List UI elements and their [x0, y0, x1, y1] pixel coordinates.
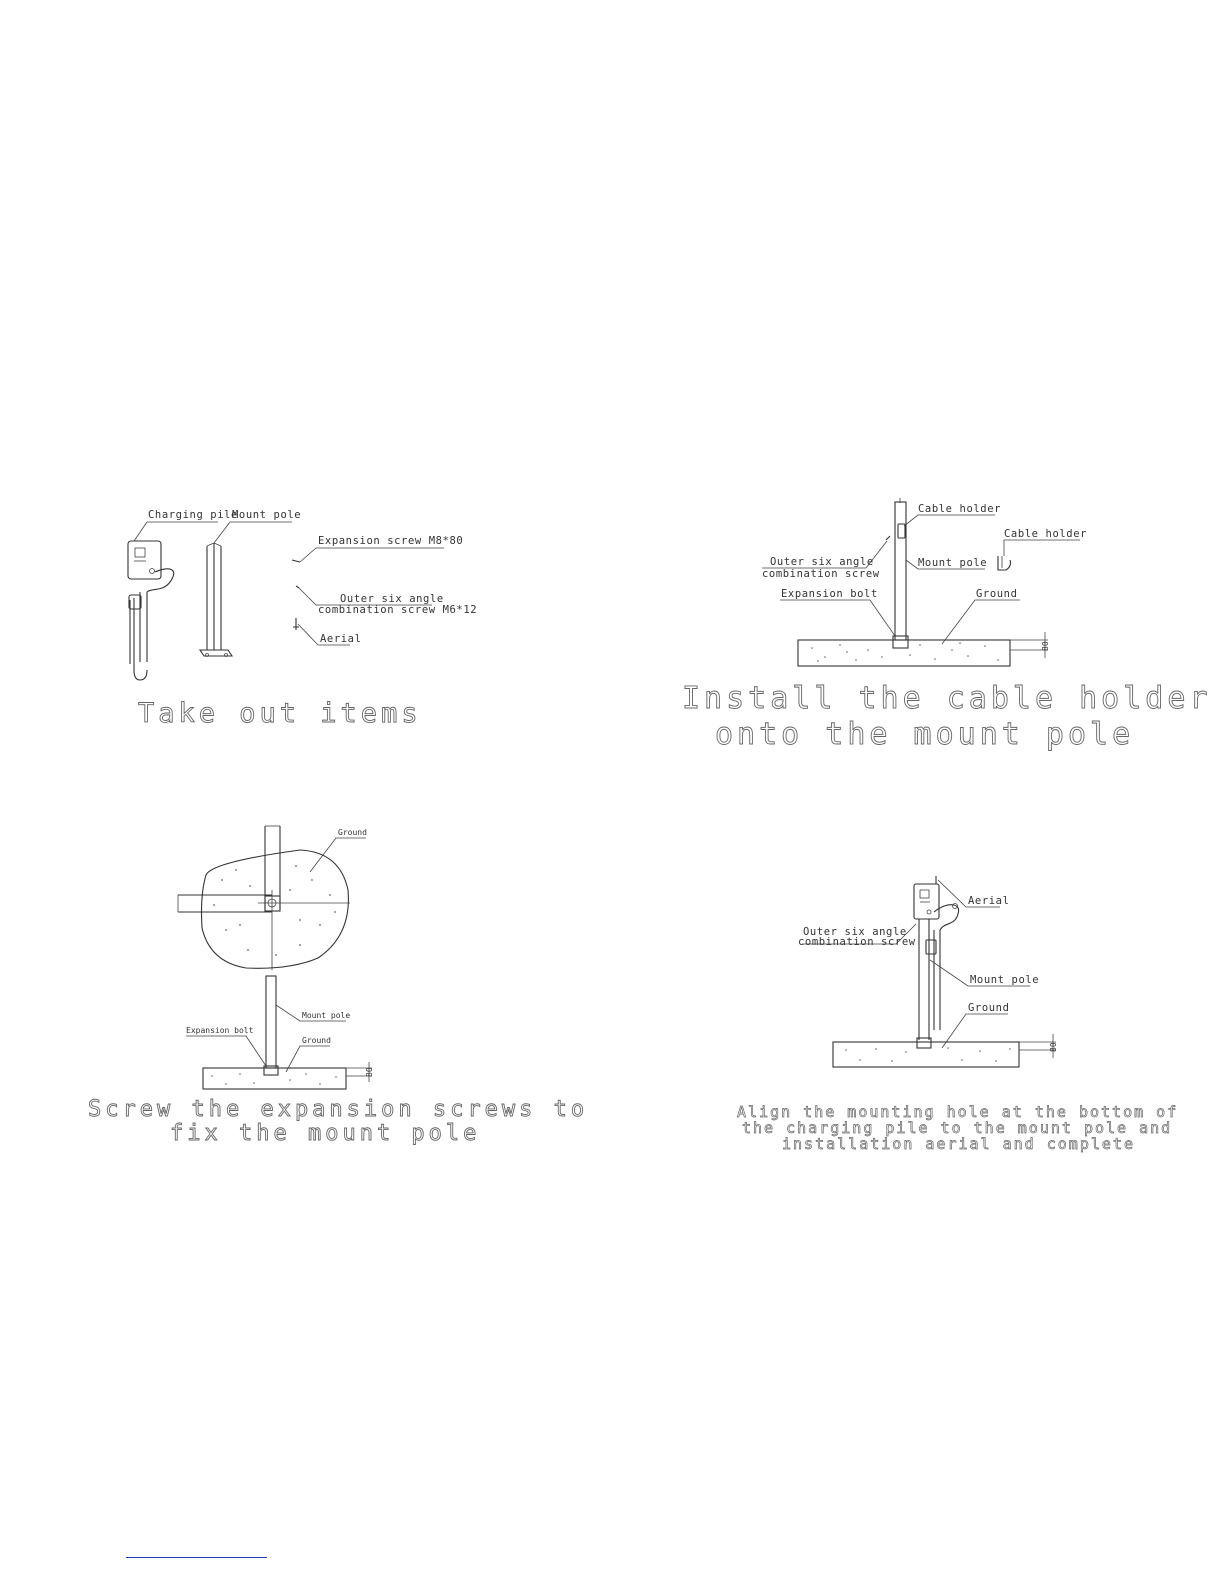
footer-rule — [126, 1557, 267, 1558]
charging-pile-drawing — [128, 541, 174, 680]
caption-screw-line2: fix the mount pole — [170, 1121, 481, 1146]
label-outer-screw-line1: Outer six angle — [340, 593, 444, 605]
label-aerial: Aerial — [320, 633, 362, 645]
dimension-80-panel3: 80 — [365, 1067, 374, 1077]
panel-take-out-items — [128, 509, 477, 729]
ground-top-view — [202, 850, 349, 968]
cable-holder-on-pole — [898, 524, 905, 538]
label-expansion-screw: Expansion screw M8*80 — [318, 535, 464, 547]
label-cable-holder-top: Cable holder — [918, 503, 1002, 515]
label-mount-pole: Mount pole — [970, 974, 1040, 986]
label-mount-pole: Mount pole — [302, 1011, 351, 1020]
label-mount-pole: Mount pole — [918, 557, 988, 569]
label-outer-screw-line1: Outer six angle — [770, 556, 874, 568]
panel-install-cable-holder — [682, 498, 1211, 752]
label-charging-pile: Charging pile — [148, 509, 238, 521]
label-expansion-bolt: Expansion bolt — [186, 1026, 254, 1035]
mount-pole-side — [266, 976, 276, 1068]
label-outer-screw-line2: combination screw — [798, 936, 916, 948]
panel-align-complete — [737, 876, 1178, 1153]
label-aerial: Aerial — [968, 895, 1010, 907]
caption-take-out-items: Take out items — [138, 698, 422, 729]
expansion-screw-part — [292, 560, 300, 562]
mount-pole-drawing — [200, 543, 232, 657]
label-outer-screw-line2: combination screw — [762, 568, 880, 580]
label-mount-pole: Mount pole — [232, 509, 302, 521]
caption-install-line2: onto the mount pole — [715, 717, 1135, 752]
slab-speckles-4 — [845, 1047, 1011, 1062]
label-outer-screw-line1: Outer six angle — [803, 926, 907, 938]
caption-align-line3: installation aerial and complete — [782, 1135, 1135, 1153]
caption-align-line2: the charging pile to the mount pole and — [742, 1119, 1173, 1137]
label-cable-holder-side: Cable holder — [1004, 528, 1088, 540]
label-ground: Ground — [968, 1002, 1010, 1014]
panel-screw-expansion — [88, 826, 588, 1146]
label-outer-screw-line2: combination screw M6*12 — [318, 604, 478, 616]
label-ground-top: Ground — [338, 828, 367, 837]
dimension-80-panel2: 80 — [1041, 641, 1050, 651]
cable-holder-part — [998, 556, 1011, 570]
ground-slab-3 — [203, 1068, 346, 1089]
label-ground-bottom: Ground — [302, 1036, 331, 1045]
label-ground: Ground — [976, 588, 1018, 600]
ground-slab-4 — [833, 1042, 1019, 1067]
slab-speckles-2 — [811, 642, 999, 662]
charging-pile-drawing-4 — [914, 884, 939, 919]
caption-align-line1: Align the mounting hole at the bottom of — [737, 1103, 1179, 1121]
dimension-80-panel4: 80 — [1049, 1042, 1058, 1052]
label-expansion-bolt: Expansion bolt — [781, 588, 878, 600]
caption-install-line1: Install the cable holder — [682, 681, 1212, 716]
outer-screw-part — [296, 586, 299, 588]
mount-pole-drawing-2 — [895, 502, 906, 640]
ground-slab-2 — [798, 640, 1010, 666]
caption-screw-line1: Screw the expansion screws to — [88, 1097, 589, 1122]
